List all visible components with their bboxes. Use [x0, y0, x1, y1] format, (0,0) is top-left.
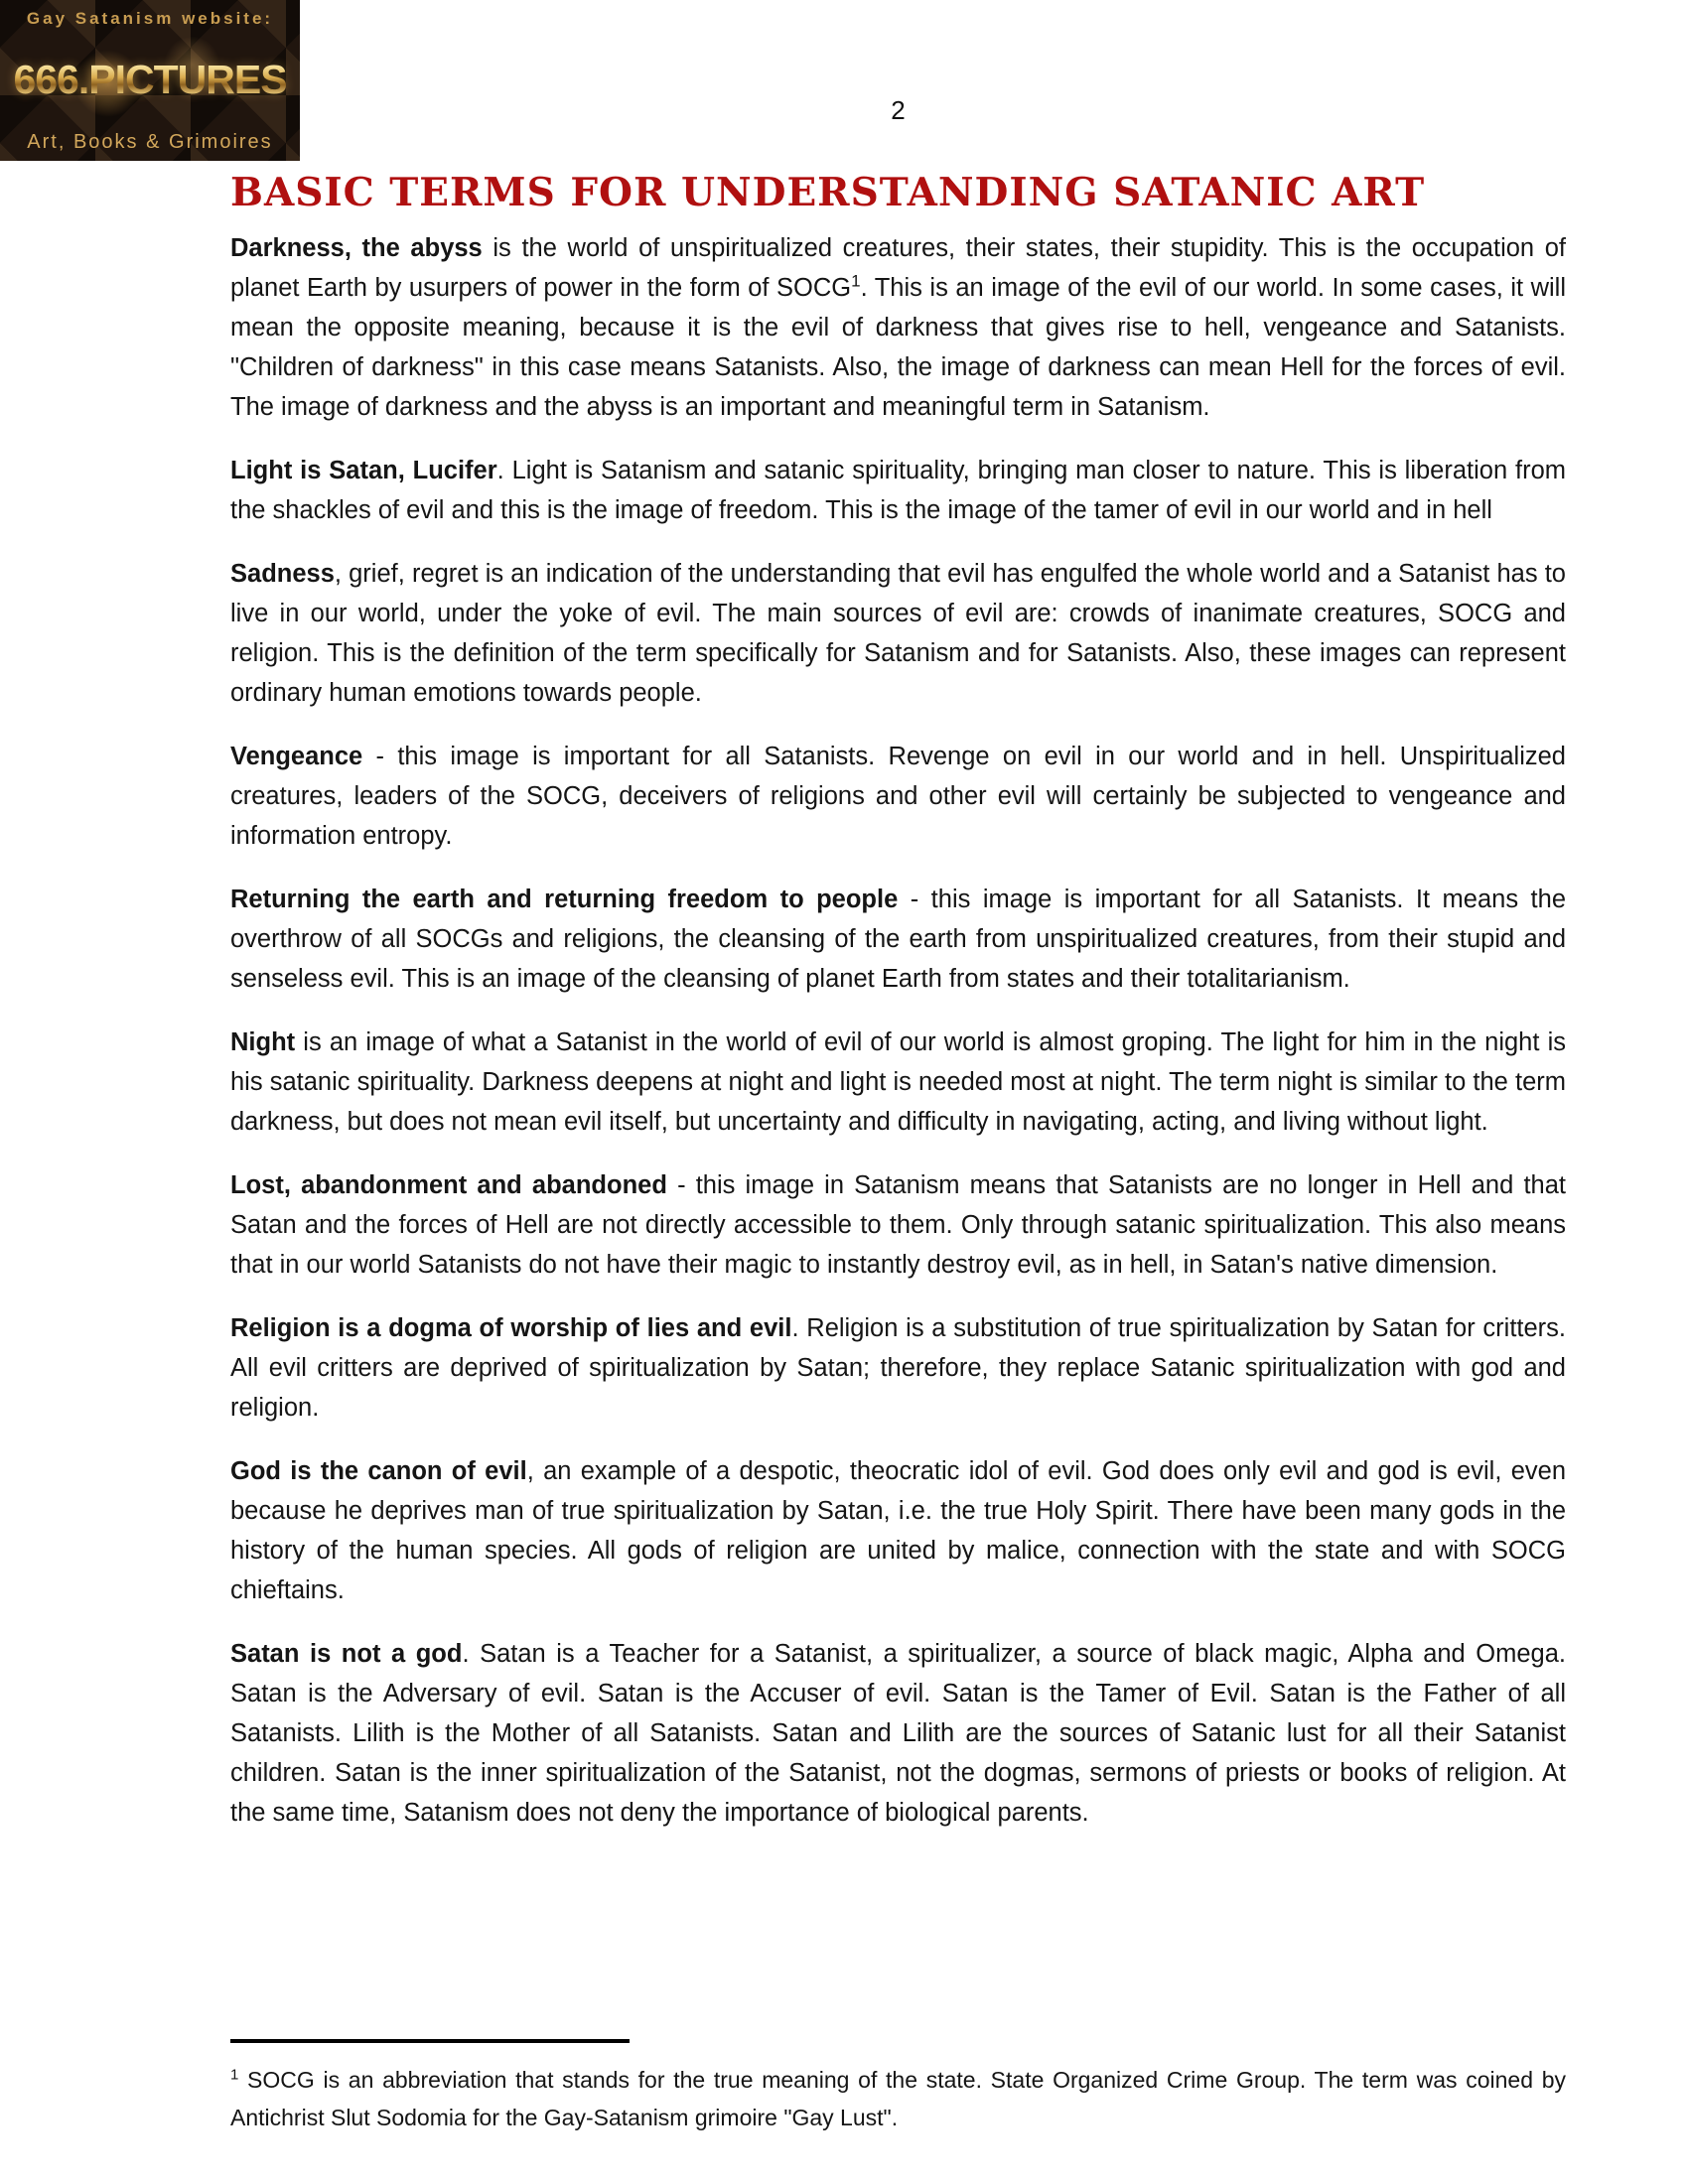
paragraph-lead-term: Lost, abandonment and abandoned	[230, 1171, 667, 1199]
paragraph-text: . Light is Satanism and satanic spirituality, bringing man closer to nature. This is liberation from the shackles of evil and this is the image of freedom. This is the image of the tamer of evil in our world and in hell	[230, 457, 1567, 524]
paragraph	[230, 737, 1566, 856]
paragraph-lead-term: Vengeance	[230, 743, 363, 770]
paragraph	[230, 1023, 1566, 1142]
paragraph-lead-term: God is the canon of evil	[230, 1457, 527, 1485]
paragraph-text: , grief, regret is an indication of the understanding that evil has engulfed the whole world and a Satanist has to live in our world, under the yoke of evil. The main sources of evil are: crowds of inanimate creatures, SOCG and religion. This is the definition of the term specifically for Satanism and for Satanists. Also, these images can represent ordinary human emotions towards people.	[230, 560, 1566, 707]
paragraph-lead-term: Night	[230, 1028, 296, 1056]
paragraph-text: - this image in Satanism means that Satanists are no longer in Hell and that Satan and the forces of Hell are not directly accessible to them. Only through satanic spiritualization. This also means that in our world Satanists do not have their magic to instantly destroy evil, as in hell, in Satan's native dimension.	[230, 1171, 1566, 1279]
paragraph-text: , an example of a despotic, theocratic idol of evil. God does only evil and god is evil, even because he deprives man of true spiritualization by Satan, i.e. the true Holy Spirit. There have been many gods in the history of the human species. All gods of religion are united by malice, connection with the state and with SOCG chieftains.	[230, 1457, 1566, 1604]
paragraph-text: is the world of unspiritualized creatures, their states, their stupidity. This is the occupation of planet Earth by usurpers of power in the form of SOCG	[230, 234, 1567, 302]
footnote-separator	[230, 2039, 630, 2043]
paragraph-text: - this image is important for all Satanists. Revenge on evil in our world and in hell. Unspiritualized creatures, leaders of the SOCG, deceivers of religions and other evil will certainly be subjected to vengeance and information entropy.	[230, 743, 1566, 850]
paragraph-lead-term: Darkness, the abyss	[230, 234, 483, 262]
paragraph-lead-term: Light is Satan, Lucifer	[230, 457, 497, 484]
logo-title: 666.PICTURES	[13, 57, 287, 102]
paragraph-text: . Satan is a Teacher for a Satanist, a spiritualizer, a source of black magic, Alpha and Omega. Satan is the Adversary of evil. Satan is the Accuser of evil. Satan is the Tamer of Evil. Satan is the Father of all Satanists. Lilith is the Mother of all Satanists. Satan and Lilith are the sources of Satanic lust for all their Satanist children. Satan is the inner spiritualization of the Satanist, not the dogmas, sermons of priests or books of religion. At the same time, Satanism does not deny the importance of biological parents.	[230, 1640, 1566, 1827]
footnote	[230, 2061, 1566, 2136]
footnote-text: SOCG is an abbreviation that stands for the true meaning of the state. State Organized Crime Group. The term was coined by Antichrist Slut Sodomia for the Gay-Satanism grimoire "Gay Lust".	[230, 2067, 1566, 2130]
paragraph-text: - this image is important for all Satanists. It means the overthrow of all SOCGs and religions, the cleansing of the earth from unspiritualized creatures, from their stupid and senseless evil. This is an image of the cleansing of planet Earth from states and their totalitarianism.	[230, 886, 1566, 993]
paragraph-text: is an image of what a Satanist in the world of evil of our world is almost groping. The light for him in the night is his satanic spirituality. Darkness deepens at night and light is needed most at night. The term night is similar to the term darkness, but does not mean evil itself, but uncertainty and difficulty in navigating, acting, and living without light.	[230, 1028, 1566, 1136]
footnote-block	[230, 2039, 1566, 2159]
footnote-marker: 1	[230, 2066, 239, 2084]
site-logo	[0, 0, 300, 161]
paragraph	[230, 1634, 1566, 1833]
paragraph-text-continued: . This is an image of the evil of our world. In some cases, it will mean the opposite meaning, because it is the evil of darkness that gives rise to hell, vengeance and Satanists. "Children of darkness" in this case means Satanists. Also, the image of darkness can mean Hell for the forces of evil. The image of darkness and the abyss is an important and meaningful term in Satanism.	[230, 274, 1566, 421]
paragraph-lead-term: Returning the earth and returning freedom to people	[230, 886, 899, 913]
logo-tagline-top: Gay Satanism website:	[26, 9, 274, 28]
paragraph	[230, 1308, 1566, 1428]
paragraph-lead-term: Religion is a dogma of worship of lies and evil	[230, 1314, 792, 1342]
paragraph	[230, 554, 1566, 713]
paragraph-lead-term: Sadness	[230, 560, 335, 588]
footnote-reference: 1	[851, 271, 861, 291]
paragraph-lead-term: Satan is not a god	[230, 1640, 463, 1668]
page-title: BASIC TERMS FOR UNDERSTANDING SATANIC ART	[230, 170, 1426, 215]
paragraph	[230, 1451, 1566, 1610]
body-paragraphs	[230, 228, 1566, 1833]
paragraph	[230, 451, 1566, 530]
page-number: 2	[891, 95, 906, 125]
paragraph	[230, 228, 1566, 427]
paragraph-text: . Religion is a substitution of true spiritualization by Satan for critters. All evil critters are deprived of spiritualization by Satan; therefore, they replace Satanic spiritualization with god and religion.	[230, 1314, 1566, 1422]
document-content	[230, 169, 1567, 2130]
paragraph	[230, 1165, 1566, 1285]
paragraph	[230, 880, 1566, 999]
logo-tagline-bottom: Art, Books & Grimoires	[27, 131, 273, 153]
